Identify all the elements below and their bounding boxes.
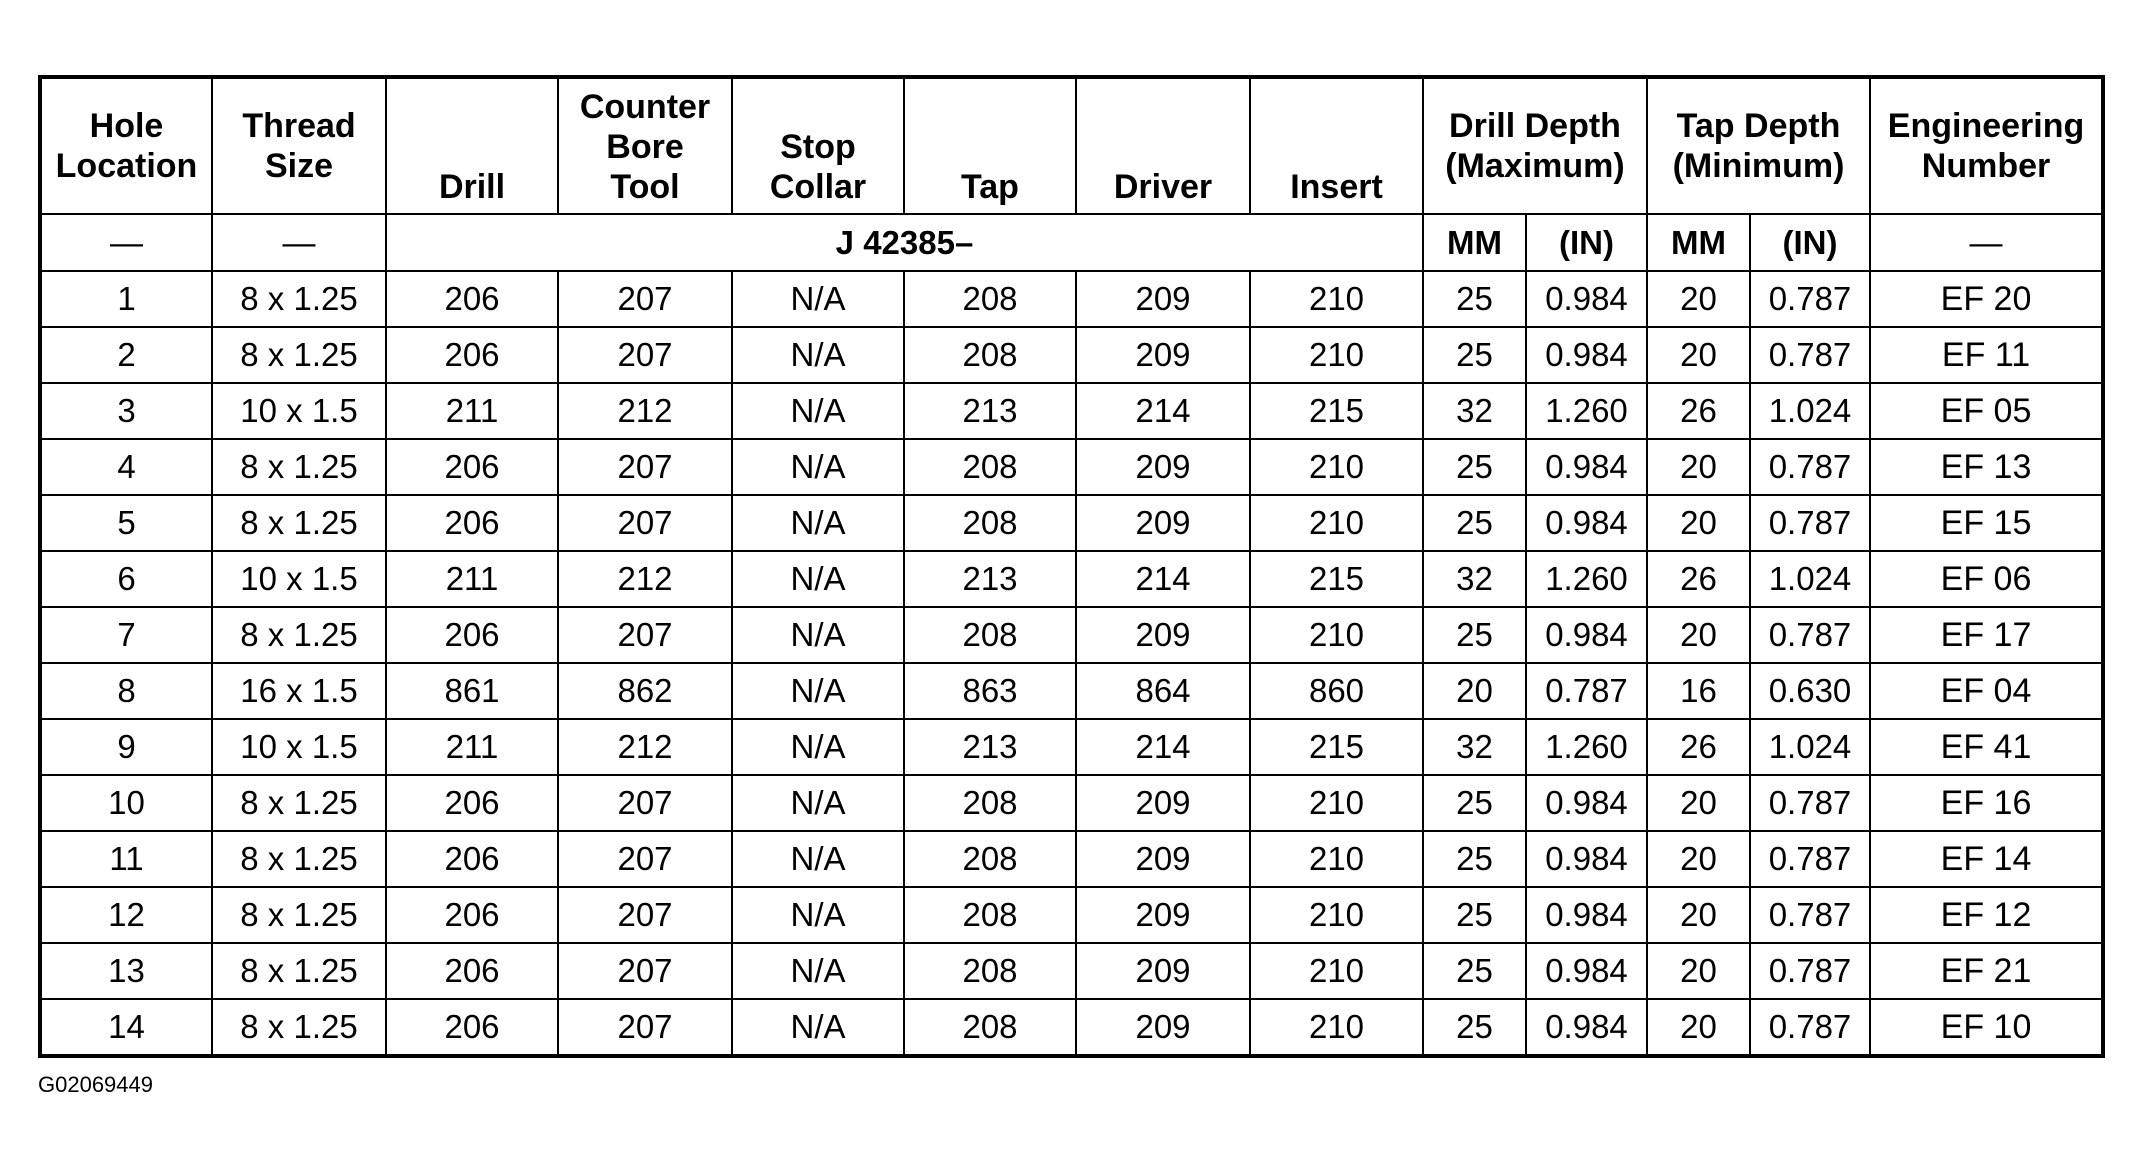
header-engineering-number	[1870, 77, 2103, 214]
cell-drill-depth-in: 0.984	[1526, 775, 1647, 831]
cell-hole-location: 8	[40, 663, 212, 719]
header-counter-bore-tool	[558, 77, 732, 214]
cell-tap-depth-mm: 20	[1647, 775, 1750, 831]
cell-counter-bore-tool: 207	[558, 439, 732, 495]
cell-engineering-number: EF 21	[1870, 943, 2103, 999]
cell-counter-bore-tool: 207	[558, 943, 732, 999]
table-row	[40, 439, 2103, 495]
cell-hole-location: 13	[40, 943, 212, 999]
cell-tap-depth-mm: 20	[1647, 327, 1750, 383]
cell-drill-depth-in: 0.984	[1526, 999, 1647, 1056]
header-row	[40, 77, 2103, 214]
tool-number-prefix: J 42385–	[386, 214, 1423, 271]
header-label-line: Tap Depth	[1676, 107, 1841, 145]
cell-drill: 206	[386, 327, 558, 383]
table-row	[40, 663, 2103, 719]
cell-drill-depth-in: 0.984	[1526, 831, 1647, 887]
cell-tap-depth-mm: 26	[1647, 551, 1750, 607]
cell-tap: 208	[904, 271, 1076, 327]
cell-hole-location: 3	[40, 383, 212, 439]
cell-counter-bore-tool: 207	[558, 775, 732, 831]
cell-drill: 211	[386, 383, 558, 439]
cell-driver: 214	[1076, 719, 1250, 775]
table-row	[40, 775, 2103, 831]
cell-insert: 210	[1250, 943, 1423, 999]
header-label-line: Engineering	[1887, 107, 2085, 145]
cell-stop-collar: N/A	[732, 551, 904, 607]
cell-engineering-number: EF 20	[1870, 271, 2103, 327]
cell-tap-depth-in: 0.787	[1750, 831, 1870, 887]
cell-drill: 211	[386, 719, 558, 775]
table-row	[40, 495, 2103, 551]
cell-driver: 214	[1076, 383, 1250, 439]
cell-engineering-number: EF 05	[1870, 383, 2103, 439]
cell-drill-depth-in: 1.260	[1526, 383, 1647, 439]
cell-tap: 208	[904, 999, 1076, 1056]
cell-hole-location: 9	[40, 719, 212, 775]
cell-tap-depth-mm: 26	[1647, 383, 1750, 439]
cell-tap: 208	[904, 607, 1076, 663]
cell-thread-size: 10 x 1.5	[212, 719, 386, 775]
cell-tap-depth-mm: 20	[1647, 831, 1750, 887]
cell-tap-depth-mm: 20	[1647, 495, 1750, 551]
cell-tap: 863	[904, 663, 1076, 719]
cell-thread-size: 8 x 1.25	[212, 271, 386, 327]
unit-row	[40, 214, 2103, 271]
cell-engineering-number: EF 41	[1870, 719, 2103, 775]
cell-tap-depth-in: 0.787	[1750, 887, 1870, 943]
cell-tap-depth-in: 0.787	[1750, 439, 1870, 495]
cell-tap: 213	[904, 383, 1076, 439]
cell-tap: 208	[904, 775, 1076, 831]
cell-stop-collar: N/A	[732, 831, 904, 887]
cell-insert: 215	[1250, 551, 1423, 607]
cell-driver: 214	[1076, 551, 1250, 607]
cell-tap-depth-in: 0.630	[1750, 663, 1870, 719]
header-thread-size	[212, 77, 386, 214]
cell-drill: 206	[386, 999, 558, 1056]
unit-tap-depth-in: (IN)	[1750, 214, 1870, 271]
cell-drill-depth-mm: 25	[1423, 495, 1526, 551]
cell-counter-bore-tool: 207	[558, 495, 732, 551]
table-row	[40, 887, 2103, 943]
cell-thread-size: 10 x 1.5	[212, 551, 386, 607]
table-row	[40, 999, 2103, 1056]
cell-engineering-number: EF 04	[1870, 663, 2103, 719]
cell-tap-depth-in: 0.787	[1750, 271, 1870, 327]
cell-stop-collar: N/A	[732, 775, 904, 831]
table-row	[40, 327, 2103, 383]
cell-tap-depth-in: 1.024	[1750, 551, 1870, 607]
cell-stop-collar: N/A	[732, 439, 904, 495]
cell-driver: 209	[1076, 831, 1250, 887]
cell-tap-depth-in: 0.787	[1750, 775, 1870, 831]
header-drill	[386, 77, 558, 214]
cell-hole-location: 14	[40, 999, 212, 1056]
cell-engineering-number: EF 13	[1870, 439, 2103, 495]
cell-tap-depth-mm: 20	[1647, 943, 1750, 999]
cell-drill-depth-in: 0.984	[1526, 439, 1647, 495]
header-stop-collar	[732, 77, 904, 214]
cell-drill-depth-mm: 32	[1423, 551, 1526, 607]
cell-thread-size: 8 x 1.25	[212, 439, 386, 495]
unit-hole-location: —	[40, 214, 212, 271]
cell-stop-collar: N/A	[732, 999, 904, 1056]
cell-tap-depth-in: 1.024	[1750, 383, 1870, 439]
cell-drill-depth-in: 0.984	[1526, 607, 1647, 663]
cell-engineering-number: EF 15	[1870, 495, 2103, 551]
cell-insert: 210	[1250, 607, 1423, 663]
cell-counter-bore-tool: 207	[558, 887, 732, 943]
cell-driver: 209	[1076, 271, 1250, 327]
cell-stop-collar: N/A	[732, 943, 904, 999]
cell-thread-size: 8 x 1.25	[212, 495, 386, 551]
cell-drill: 206	[386, 943, 558, 999]
unit-thread-size: —	[212, 214, 386, 271]
cell-thread-size: 8 x 1.25	[212, 943, 386, 999]
cell-insert: 210	[1250, 887, 1423, 943]
cell-tap-depth-in: 0.787	[1750, 999, 1870, 1056]
cell-hole-location: 1	[40, 271, 212, 327]
cell-stop-collar: N/A	[732, 271, 904, 327]
cell-drill-depth-mm: 25	[1423, 327, 1526, 383]
cell-thread-size: 8 x 1.25	[212, 887, 386, 943]
table-row	[40, 943, 2103, 999]
header-label-line: (Minimum)	[1672, 147, 1845, 185]
cell-thread-size: 8 x 1.25	[212, 775, 386, 831]
cell-tap-depth-in: 0.787	[1750, 607, 1870, 663]
cell-driver: 209	[1076, 999, 1250, 1056]
cell-stop-collar: N/A	[732, 383, 904, 439]
header-label-line: Collar	[769, 168, 867, 206]
cell-stop-collar: N/A	[732, 607, 904, 663]
figure-id: G02069449	[38, 1072, 153, 1097]
table-body	[40, 77, 2103, 1056]
cell-counter-bore-tool: 207	[558, 271, 732, 327]
cell-tap-depth-in: 0.787	[1750, 327, 1870, 383]
cell-tap-depth-mm: 16	[1647, 663, 1750, 719]
cell-drill-depth-in: 1.260	[1526, 719, 1647, 775]
cell-drill: 206	[386, 831, 558, 887]
cell-tap-depth-mm: 26	[1647, 719, 1750, 775]
unit-engineering-number: —	[1870, 214, 2103, 271]
cell-drill: 206	[386, 887, 558, 943]
header-insert	[1250, 77, 1423, 214]
cell-tap: 208	[904, 327, 1076, 383]
cell-drill: 206	[386, 607, 558, 663]
cell-tap-depth-mm: 20	[1647, 999, 1750, 1056]
table-row	[40, 271, 2103, 327]
cell-engineering-number: EF 10	[1870, 999, 2103, 1056]
cell-thread-size: 8 x 1.25	[212, 607, 386, 663]
header-drill-depth	[1423, 77, 1647, 214]
cell-insert: 210	[1250, 327, 1423, 383]
header-label-line: (Maximum)	[1445, 147, 1625, 185]
cell-engineering-number: EF 17	[1870, 607, 2103, 663]
cell-counter-bore-tool: 207	[558, 607, 732, 663]
header-label-line: Insert	[1290, 168, 1383, 206]
cell-engineering-number: EF 12	[1870, 887, 2103, 943]
cell-tap: 208	[904, 495, 1076, 551]
table-row	[40, 607, 2103, 663]
cell-counter-bore-tool: 207	[558, 327, 732, 383]
header-label-line: Hole	[89, 107, 164, 145]
cell-hole-location: 6	[40, 551, 212, 607]
cell-insert: 210	[1250, 495, 1423, 551]
cell-tap-depth-mm: 20	[1647, 607, 1750, 663]
cell-drill-depth-mm: 25	[1423, 943, 1526, 999]
unit-drill-depth-in: (IN)	[1526, 214, 1647, 271]
cell-insert: 210	[1250, 831, 1423, 887]
cell-drill-depth-mm: 25	[1423, 887, 1526, 943]
cell-stop-collar: N/A	[732, 719, 904, 775]
cell-drill-depth-mm: 32	[1423, 719, 1526, 775]
table-row	[40, 551, 2103, 607]
cell-drill-depth-mm: 20	[1423, 663, 1526, 719]
cell-drill-depth-mm: 32	[1423, 383, 1526, 439]
cell-driver: 209	[1076, 327, 1250, 383]
cell-drill-depth-mm: 25	[1423, 271, 1526, 327]
header-label-line: Location	[55, 147, 198, 185]
cell-drill: 206	[386, 495, 558, 551]
cell-driver: 209	[1076, 943, 1250, 999]
cell-stop-collar: N/A	[732, 663, 904, 719]
cell-stop-collar: N/A	[732, 495, 904, 551]
header-label-line: Stop	[780, 128, 856, 166]
header-label-line: Tool	[610, 168, 680, 206]
header-tap-depth	[1647, 77, 1870, 214]
header-label-line: Driver	[1113, 168, 1213, 206]
cell-engineering-number: EF 11	[1870, 327, 2103, 383]
cell-tap-depth-mm: 20	[1647, 271, 1750, 327]
cell-driver: 864	[1076, 663, 1250, 719]
cell-counter-bore-tool: 212	[558, 551, 732, 607]
cell-tap: 213	[904, 719, 1076, 775]
cell-tap: 208	[904, 887, 1076, 943]
cell-engineering-number: EF 06	[1870, 551, 2103, 607]
cell-tap-depth-in: 0.787	[1750, 495, 1870, 551]
cell-engineering-number: EF 16	[1870, 775, 2103, 831]
cell-insert: 210	[1250, 439, 1423, 495]
cell-insert: 210	[1250, 775, 1423, 831]
header-label-line: Drill	[438, 168, 506, 206]
cell-engineering-number: EF 14	[1870, 831, 2103, 887]
cell-hole-location: 5	[40, 495, 212, 551]
cell-drill: 206	[386, 775, 558, 831]
cell-insert: 860	[1250, 663, 1423, 719]
header-label-line: Number	[1921, 147, 2051, 185]
cell-counter-bore-tool: 862	[558, 663, 732, 719]
cell-driver: 209	[1076, 887, 1250, 943]
cell-drill-depth-mm: 25	[1423, 607, 1526, 663]
cell-tap: 213	[904, 551, 1076, 607]
cell-thread-size: 8 x 1.25	[212, 831, 386, 887]
header-hole-location	[40, 77, 212, 214]
cell-driver: 209	[1076, 439, 1250, 495]
cell-driver: 209	[1076, 775, 1250, 831]
specification-table	[38, 75, 2105, 1058]
header-label-line: Thread	[242, 107, 356, 145]
cell-hole-location: 2	[40, 327, 212, 383]
cell-hole-location: 10	[40, 775, 212, 831]
cell-hole-location: 12	[40, 887, 212, 943]
cell-drill-depth-in: 0.984	[1526, 943, 1647, 999]
cell-tap: 208	[904, 943, 1076, 999]
cell-tap-depth-mm: 20	[1647, 887, 1750, 943]
unit-tap-depth-mm: MM	[1647, 214, 1750, 271]
cell-insert: 215	[1250, 719, 1423, 775]
header-label-line: Counter	[579, 88, 711, 126]
header-label-line: Drill Depth	[1449, 107, 1621, 145]
cell-drill-depth-in: 0.984	[1526, 327, 1647, 383]
cell-drill-depth-mm: 25	[1423, 775, 1526, 831]
cell-insert: 215	[1250, 383, 1423, 439]
header-label-line: Tap	[961, 168, 1019, 206]
cell-drill: 861	[386, 663, 558, 719]
cell-driver: 209	[1076, 495, 1250, 551]
cell-thread-size: 8 x 1.25	[212, 999, 386, 1056]
cell-thread-size: 10 x 1.5	[212, 383, 386, 439]
cell-insert: 210	[1250, 271, 1423, 327]
cell-tap: 208	[904, 831, 1076, 887]
cell-tap-depth-mm: 20	[1647, 439, 1750, 495]
cell-counter-bore-tool: 207	[558, 831, 732, 887]
table-row	[40, 383, 2103, 439]
header-label-line: Size	[264, 147, 334, 185]
cell-drill: 211	[386, 551, 558, 607]
header-label-line: Bore	[606, 128, 684, 166]
table-row	[40, 831, 2103, 887]
cell-drill-depth-mm: 25	[1423, 831, 1526, 887]
cell-drill-depth-mm: 25	[1423, 999, 1526, 1056]
cell-counter-bore-tool: 212	[558, 719, 732, 775]
cell-insert: 210	[1250, 999, 1423, 1056]
cell-tap-depth-in: 1.024	[1750, 719, 1870, 775]
cell-thread-size: 16 x 1.5	[212, 663, 386, 719]
cell-drill-depth-in: 1.260	[1526, 551, 1647, 607]
cell-tap: 208	[904, 439, 1076, 495]
cell-stop-collar: N/A	[732, 327, 904, 383]
cell-hole-location: 11	[40, 831, 212, 887]
cell-drill: 206	[386, 439, 558, 495]
unit-drill-depth-mm: MM	[1423, 214, 1526, 271]
header-driver	[1076, 77, 1250, 214]
cell-drill-depth-in: 0.984	[1526, 495, 1647, 551]
cell-drill-depth-mm: 25	[1423, 439, 1526, 495]
cell-stop-collar: N/A	[732, 887, 904, 943]
cell-drill-depth-in: 0.787	[1526, 663, 1647, 719]
cell-drill: 206	[386, 271, 558, 327]
cell-hole-location: 7	[40, 607, 212, 663]
table-row	[40, 719, 2103, 775]
cell-thread-size: 8 x 1.25	[212, 327, 386, 383]
header-tap	[904, 77, 1076, 214]
cell-counter-bore-tool: 207	[558, 999, 732, 1056]
cell-driver: 209	[1076, 607, 1250, 663]
cell-hole-location: 4	[40, 439, 212, 495]
cell-counter-bore-tool: 212	[558, 383, 732, 439]
cell-drill-depth-in: 0.984	[1526, 887, 1647, 943]
cell-drill-depth-in: 0.984	[1526, 271, 1647, 327]
cell-tap-depth-in: 0.787	[1750, 943, 1870, 999]
